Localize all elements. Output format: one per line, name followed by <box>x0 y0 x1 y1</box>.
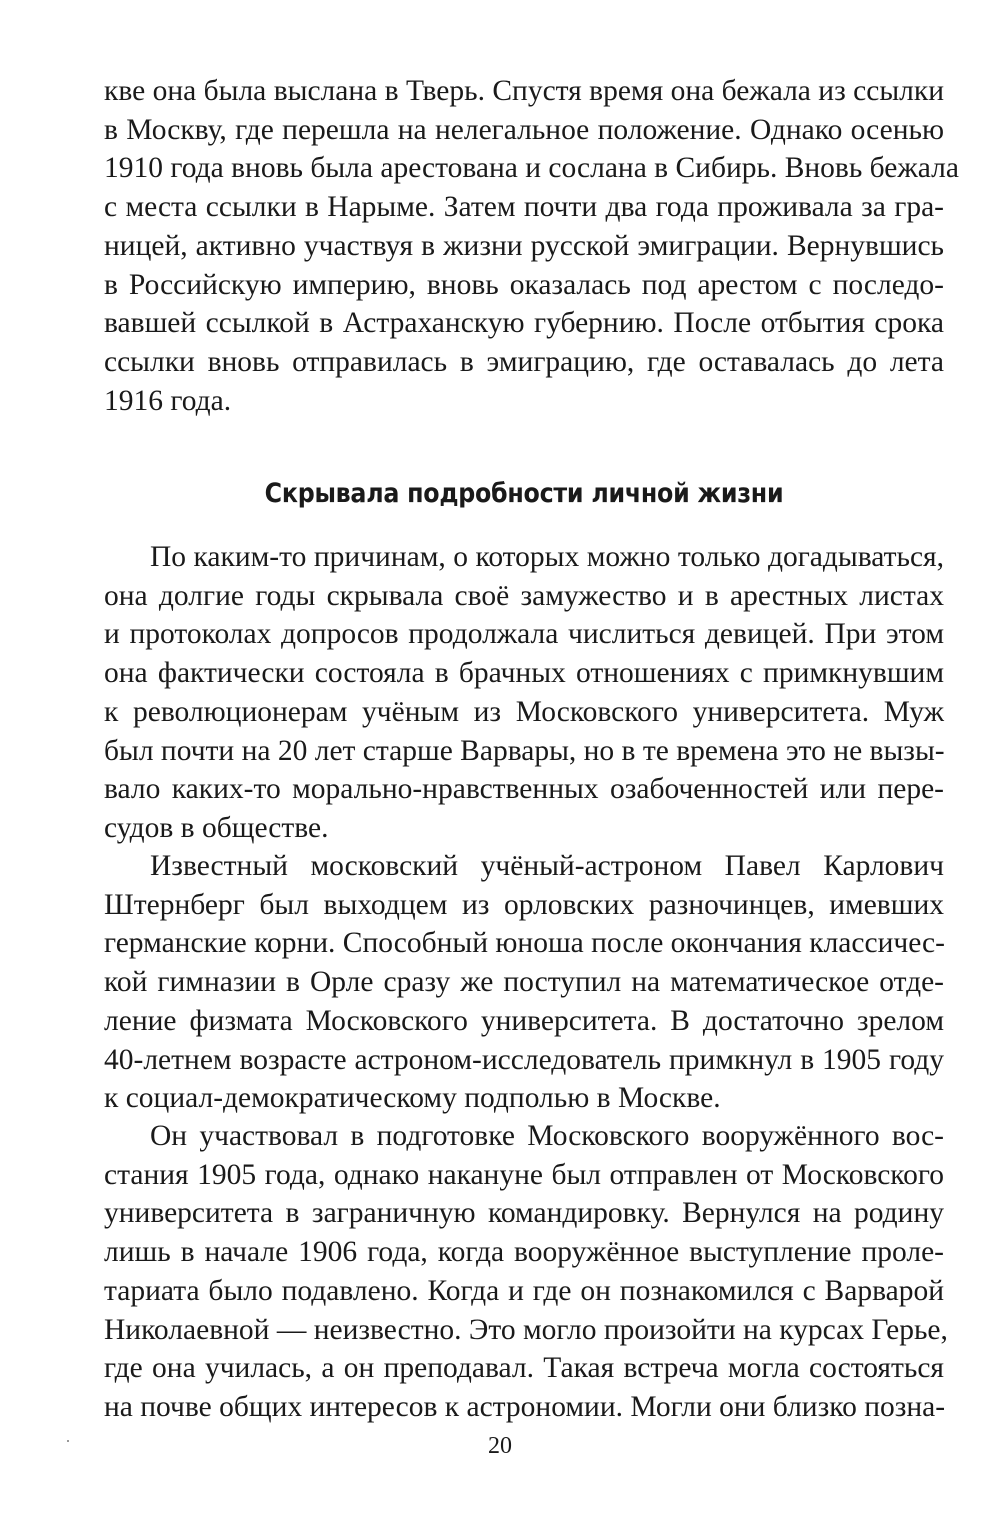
paragraph-line: она фактически состояла в брачных отношениях с примкнувшим <box>104 657 944 690</box>
paragraph-line: Штернберг был выходцем из орловских разночинцев, имевших <box>104 888 944 921</box>
paragraph-line: кве она была выслана в Тверь. Спустя время она бежала из ссылки <box>104 75 944 107</box>
paragraph-line: лишь в начале 1906 года, когда вооружённое выступление проле- <box>104 1236 944 1269</box>
paragraph-line: судов в обществе. <box>104 811 329 844</box>
paragraph-line: стания 1905 года, однако накануне был отправлен от Московского <box>104 1158 944 1191</box>
paragraph-line: 1910 года вновь была арестована и сослана в Сибирь. Вновь бежала <box>104 152 959 185</box>
paragraph-line: ницей, активно участвуя в жизни русской эмиграции. Вернувшись <box>104 229 944 262</box>
paragraph-line: к революционерам учёным из Московского университета. Муж <box>104 695 944 728</box>
paragraph-line: кой гимназии в Орле сразу же поступил на математическое отде- <box>104 966 944 999</box>
paragraph-line: Известный московский учёный-астроном Павел Карлович <box>150 850 944 882</box>
paragraph-line: был почти на 20 лет старше Варвары, но в те времена это не вызы- <box>104 734 945 767</box>
paragraph-line: вавшей ссылкой в Астраханскую губернию. После отбытия срока <box>104 307 944 340</box>
paragraph-4 <box>104 1117 948 1427</box>
paragraph-line: германские корни. Способный юноша после окончания классичес- <box>104 927 945 960</box>
paragraph-line: Николаевной — неизвестно. Это могло произойти на курсах Герье, <box>104 1313 948 1346</box>
paragraph-line: на почве общих интересов к астрономии. Могли они близко позна- <box>104 1390 946 1423</box>
paragraph-line: она долгие годы скрывала своё замужество и в арестных листах <box>104 579 944 612</box>
paragraph-line: Он участвовал в подготовке Московского вооружённого вос- <box>150 1120 944 1152</box>
section-heading: Скрывала подробности личной жизни <box>264 478 784 509</box>
page-number: 20 <box>488 1433 512 1459</box>
paragraph-line: вало каких-то морально-нравственных озабоченностей или пере- <box>104 773 944 806</box>
paragraph-3 <box>104 847 944 1118</box>
paragraph-line: 40-летнем возрасте астроном-исследователь примкнул в 1905 году <box>104 1043 944 1076</box>
paragraph-line: 1916 года. <box>104 384 232 417</box>
paragraph-line: в Москву, где перешла на нелегальное положение. Однако осенью <box>104 113 944 146</box>
paragraph-line: университета в заграничную командировку. Вернулся на родину <box>104 1197 944 1230</box>
paragraph-line: тариата было подавлено. Когда и где он познакомился с Варварой <box>104 1274 944 1307</box>
paragraph-line: к социал-демократическому подполью в Москве. <box>104 1082 721 1115</box>
paragraph-line: ссылки вновь отправилась в эмиграцию, где оставалась до лета <box>104 345 944 378</box>
paragraph-line: По каким-то причинам, о которых можно только догадываться, <box>150 541 944 573</box>
paragraph-line: и протоколах допросов продолжала числиться девицей. При этом <box>104 618 944 651</box>
paragraph-1 <box>104 72 959 420</box>
paragraph-2 <box>104 538 944 848</box>
paragraph-line: с места ссылки в Нарыме. Затем почти два года проживала за гра- <box>104 191 944 224</box>
paragraph-line: в Российскую империю, вновь оказалась под арестом с последо- <box>104 268 944 301</box>
paragraph-line: где она училась, а он преподавал. Такая встреча могла состояться <box>104 1352 944 1385</box>
paragraph-line: ление физмата Московского университета. В достаточно зрелом <box>104 1004 944 1037</box>
